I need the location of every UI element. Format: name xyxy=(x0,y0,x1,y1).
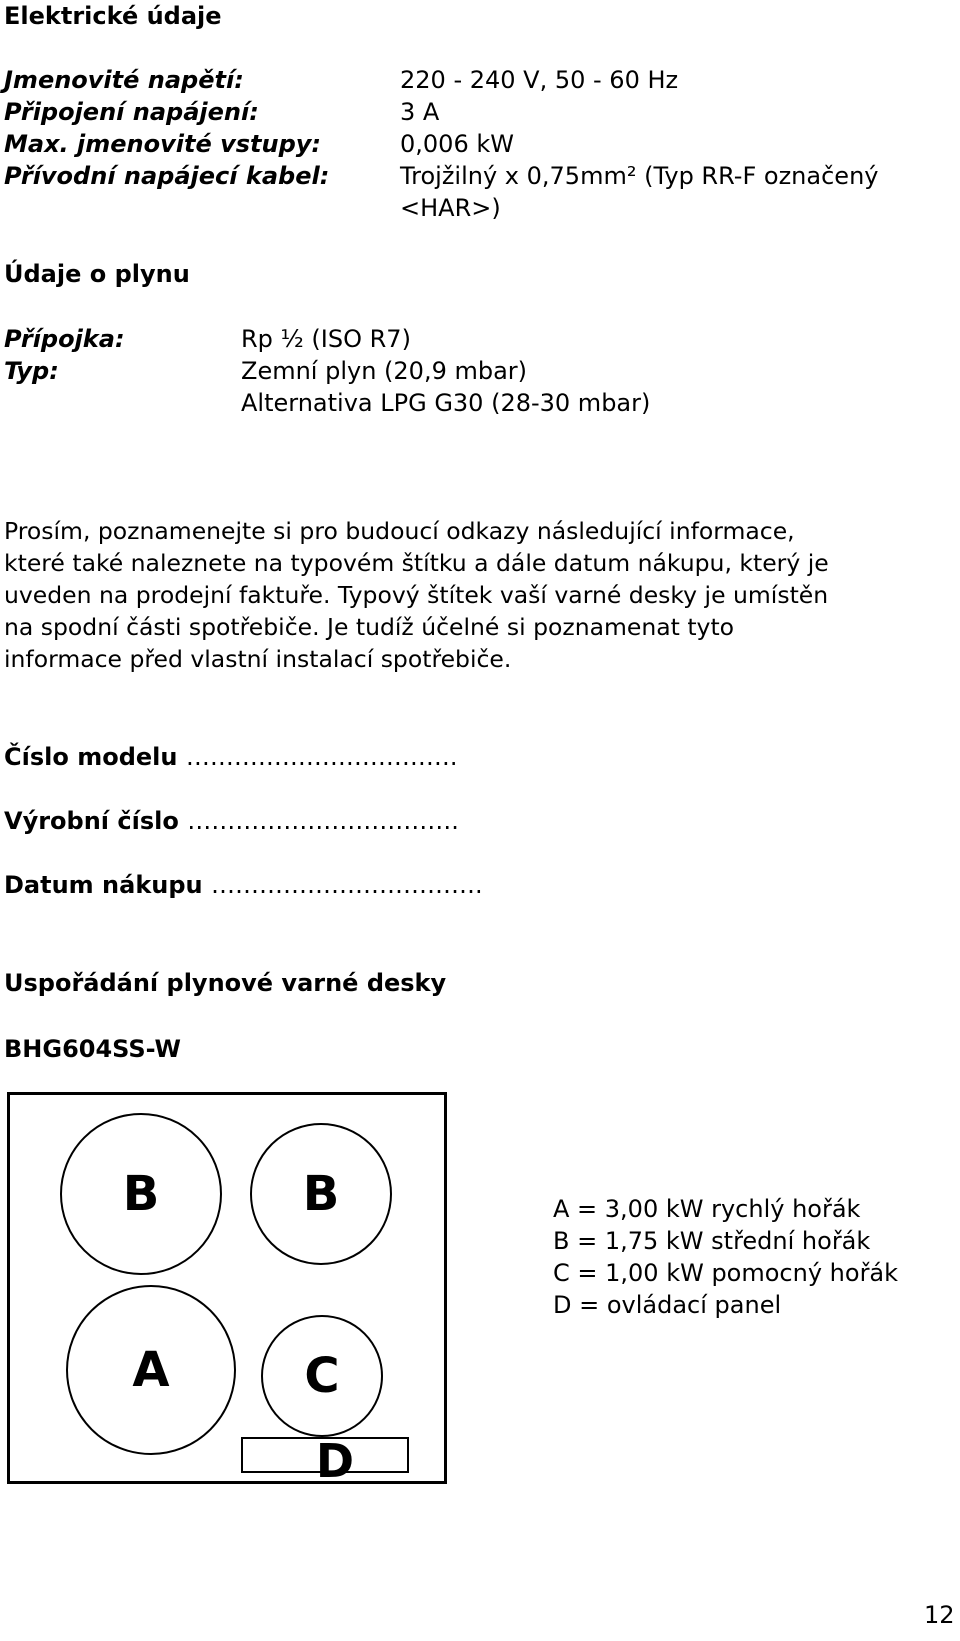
hob-layout-diagram xyxy=(7,1092,447,1484)
voltage-label: Jmenovité napětí: xyxy=(4,66,244,94)
model-number-label: Číslo modelu xyxy=(4,743,178,771)
note-line-5: informace před vlastní instalací spotřebiče. xyxy=(4,645,512,673)
control-panel-d-label: D xyxy=(315,1434,355,1484)
burner-a-label: A xyxy=(132,1342,170,1398)
serial-number-label: Výrobní číslo xyxy=(4,807,179,835)
cable-value-continued: <HAR>) xyxy=(400,194,501,222)
supply-value: 3 A xyxy=(400,98,440,126)
note-line-2: které také naleznete na typovém štítku a dále datum nákupu, který je xyxy=(4,549,829,577)
serial-number-field xyxy=(4,807,459,835)
legend-burner-b: B = 1,75 kW střední hořák xyxy=(553,1227,871,1255)
serial-number-dots: ……………………………. xyxy=(187,807,459,835)
electrical-heading: Elektrické údaje xyxy=(4,2,222,30)
page-number: 12 xyxy=(924,1601,955,1629)
supply-label: Připojení napájení: xyxy=(4,98,259,126)
note-line-3: uveden na prodejní faktuře. Typový štítek vaší varné desky je umístěn xyxy=(4,581,829,609)
model-number-dots: ……………………………. xyxy=(185,743,458,771)
gas-heading: Údaje o plynu xyxy=(4,260,190,288)
max-input-label: Max. jmenovité vstupy: xyxy=(4,130,322,158)
max-input-value: 0,006 kW xyxy=(400,130,514,158)
gas-type-label: Typ: xyxy=(4,357,59,385)
note-line-4: na spodní části spotřebiče. Je tudíž účelné si poznamenat tyto xyxy=(4,613,735,641)
purchase-date-field xyxy=(4,871,483,899)
purchase-date-label: Datum nákupu xyxy=(4,871,203,899)
purchase-date-dots: ……………………………. xyxy=(211,871,483,899)
burner-b-left-label: B xyxy=(122,1166,160,1222)
cable-value: Trojžilný x 0,75mm² (Typ RR-F označený xyxy=(400,162,879,190)
model-number-field xyxy=(4,743,457,771)
gas-type-natural: Zemní plyn (20,9 mbar) xyxy=(241,357,528,385)
hob-model-heading: BHG604SS-W xyxy=(4,1035,182,1063)
legend-burner-a: A = 3,00 kW rychlý hořák xyxy=(553,1195,861,1223)
gas-connection-label: Přípojka: xyxy=(4,325,125,353)
legend-control-panel: D = ovládací panel xyxy=(553,1291,782,1319)
cable-label: Přívodní napájecí kabel: xyxy=(4,162,330,190)
burner-b-right-label: B xyxy=(302,1166,340,1222)
note-line-1: Prosím, poznamenejte si pro budoucí odkazy následující informace, xyxy=(4,517,795,545)
hob-layout-heading: Uspořádání plynové varné desky xyxy=(4,969,447,997)
gas-connection-value: Rp ½ (ISO R7) xyxy=(241,325,411,353)
burner-c-label: C xyxy=(304,1348,340,1404)
legend-burner-c: C = 1,00 kW pomocný hořák xyxy=(553,1259,899,1287)
voltage-value: 220 - 240 V, 50 - 60 Hz xyxy=(400,66,679,94)
gas-type-lpg: Alternativa LPG G30 (28-30 mbar) xyxy=(241,389,651,417)
